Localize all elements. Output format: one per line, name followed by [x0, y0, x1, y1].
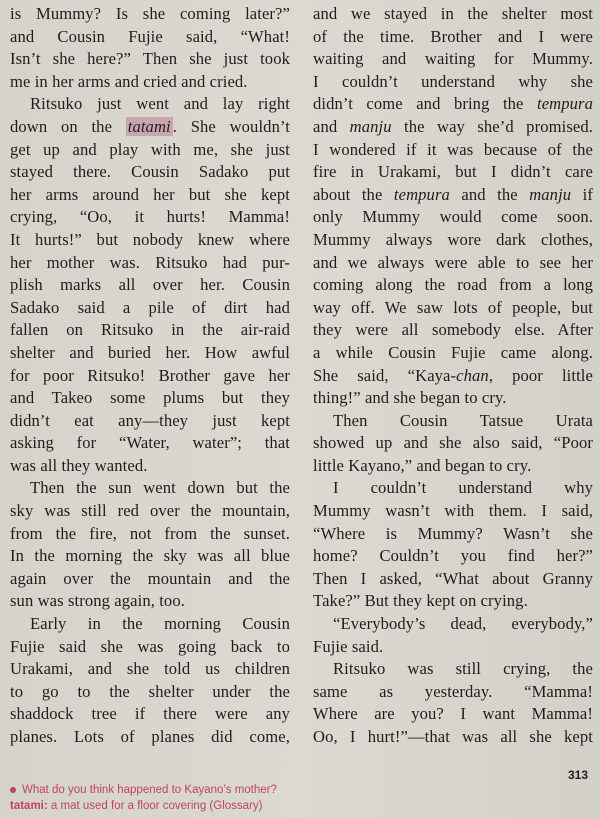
text-line: down on the tatami . She wouldn’t — [10, 116, 290, 136]
glossary-definition: a mat used for a floor covering (Glossary) — [47, 800, 263, 812]
text-line: plish marks all over her. Cousin — [10, 275, 290, 295]
text-line: way off. We saw lots of people, but — [313, 297, 593, 317]
text-line: showed up and she also said, “Poor — [313, 433, 593, 453]
text-line: sun was strong again, too. — [10, 591, 185, 611]
text-line: a while Cousin Fujie came along. — [313, 342, 593, 362]
text-line: Mummy wasn’t with them. I said, — [313, 501, 593, 521]
text-line: asking for “Water, water”; that — [10, 433, 290, 453]
text-line: little Kayano,” and began to cry. — [313, 455, 532, 475]
italic-word: manju — [349, 116, 392, 136]
study-question — [10, 782, 277, 798]
text-line: and Cousin Fujie said, “What! — [10, 26, 290, 46]
text-line: her arms around her but she kept — [10, 184, 290, 204]
text-line: to go to the shelter under the — [10, 681, 290, 701]
text-line: Ritsuko just went and lay right — [30, 94, 290, 114]
text-line: In the morning the sky was all blue — [10, 546, 290, 566]
text-line: Fujie said. — [313, 636, 384, 656]
study-question-text: What do you think happened to Kayano’s mother? — [22, 784, 277, 796]
text-line: Fujie said she was going back to — [10, 636, 290, 656]
text-line: Oo, I hurt!”—that was all she kept — [313, 727, 593, 746]
text-line: Ritsuko was still crying, the — [333, 659, 593, 679]
text-line: planes. Lots of planes did come, — [10, 727, 290, 746]
text-line: Early in the morning Cousin — [30, 614, 290, 634]
text-line: Take?” But they kept on crying. — [313, 591, 528, 611]
text-line: Sadako said a pile of dirt had — [10, 297, 290, 317]
highlighted-glossary-word: tatami — [127, 116, 171, 136]
text-line: of the time. Brother and I were — [313, 26, 593, 46]
text-line: stayed there. Cousin Sadako put — [10, 162, 290, 182]
text-line: me in her arms and cried and cried. — [10, 71, 248, 91]
text-line: didn’t come and bring the tempura — [313, 94, 593, 114]
text-line: I couldn’t understand why she — [313, 71, 593, 91]
right-text-column — [313, 3, 593, 749]
text-line: sky was still red over the mountain, — [10, 501, 290, 521]
text-line: didn’t eat any—they just kept — [10, 410, 290, 430]
text-line: for poor Ritsuko! Brother gave her — [10, 365, 290, 385]
text-line: home? Couldn’t you find her?” — [313, 546, 593, 566]
text-line: again over the mountain and the — [10, 568, 290, 588]
bullet-icon — [10, 787, 16, 793]
text-line: her mother was. Ritsuko had pur- — [10, 252, 290, 272]
text-line: waiting and waiting for Mummy. — [313, 49, 593, 69]
left-text-column — [10, 3, 290, 749]
text-line: Where are you? I want Mamma! — [313, 704, 593, 724]
text-line: fire in Urakami, but I didn’t care — [313, 162, 593, 182]
text-line: I couldn’t understand why — [333, 478, 593, 498]
text-line: Isn’t she here?” Then she just took — [10, 49, 290, 69]
text-line: Urakami, and she told us children — [10, 659, 290, 679]
text-line: they were all somebody else. After — [313, 320, 593, 340]
footer-notes — [10, 782, 277, 814]
text-line: shaddock tree if there were any — [10, 704, 290, 724]
text-line: about the tempura and the manju if — [313, 184, 594, 204]
text-line: crying, “Oo, it hurts! Mamma! — [10, 207, 290, 227]
text-line: Then Cousin Tatsue Urata — [333, 410, 593, 430]
text-line: Mummy always wore dark clothes, — [313, 229, 593, 249]
text-line: fallen on Ritsuko in the air-raid — [10, 320, 290, 340]
text-line: Then I asked, “What about Granny — [313, 568, 593, 588]
text-line: and we always were able to see her — [313, 252, 593, 272]
text-line: thing!” and she began to cry. — [313, 388, 507, 408]
text-line: same as yesterday. “Mamma! — [313, 681, 593, 701]
text-line: shelter and buried her. How awful — [10, 342, 290, 362]
italic-word: tempura — [393, 184, 450, 204]
page-number: 313 — [567, 768, 588, 782]
text-line: Then the sun went down but the — [30, 478, 290, 498]
text-line: I wondered if it was because of the — [313, 139, 593, 159]
text-line: is Mummy? Is she coming later?” — [10, 4, 290, 23]
text-line: was all they wanted. — [10, 455, 148, 475]
glossary-note — [10, 798, 277, 814]
glossary-term: tatami: — [10, 800, 48, 812]
text-line: and Takeo some plums but they — [10, 388, 290, 408]
italic-word: tempura — [536, 94, 593, 114]
text-line: get up and play with me, she just — [10, 139, 290, 159]
text-line: and manju the way she’d promised. — [313, 116, 593, 136]
text-line: coming along the road from a long — [313, 275, 593, 295]
text-line: “Where is Mummy? Wasn’t she — [313, 523, 593, 543]
text-line: from the fire, not from the sunset. — [10, 523, 290, 543]
italic-word: chan — [456, 365, 489, 385]
text-line: only Mummy would come soon. — [313, 207, 593, 227]
text-line: “Everybody’s dead, everybody,” — [333, 614, 593, 634]
text-line: and we stayed in the shelter most — [313, 4, 593, 23]
text-line: She said, “Kaya-chan, poor little — [313, 365, 593, 385]
italic-word: manju — [529, 184, 572, 204]
text-line: It hurts!” but nobody knew where — [10, 229, 290, 249]
